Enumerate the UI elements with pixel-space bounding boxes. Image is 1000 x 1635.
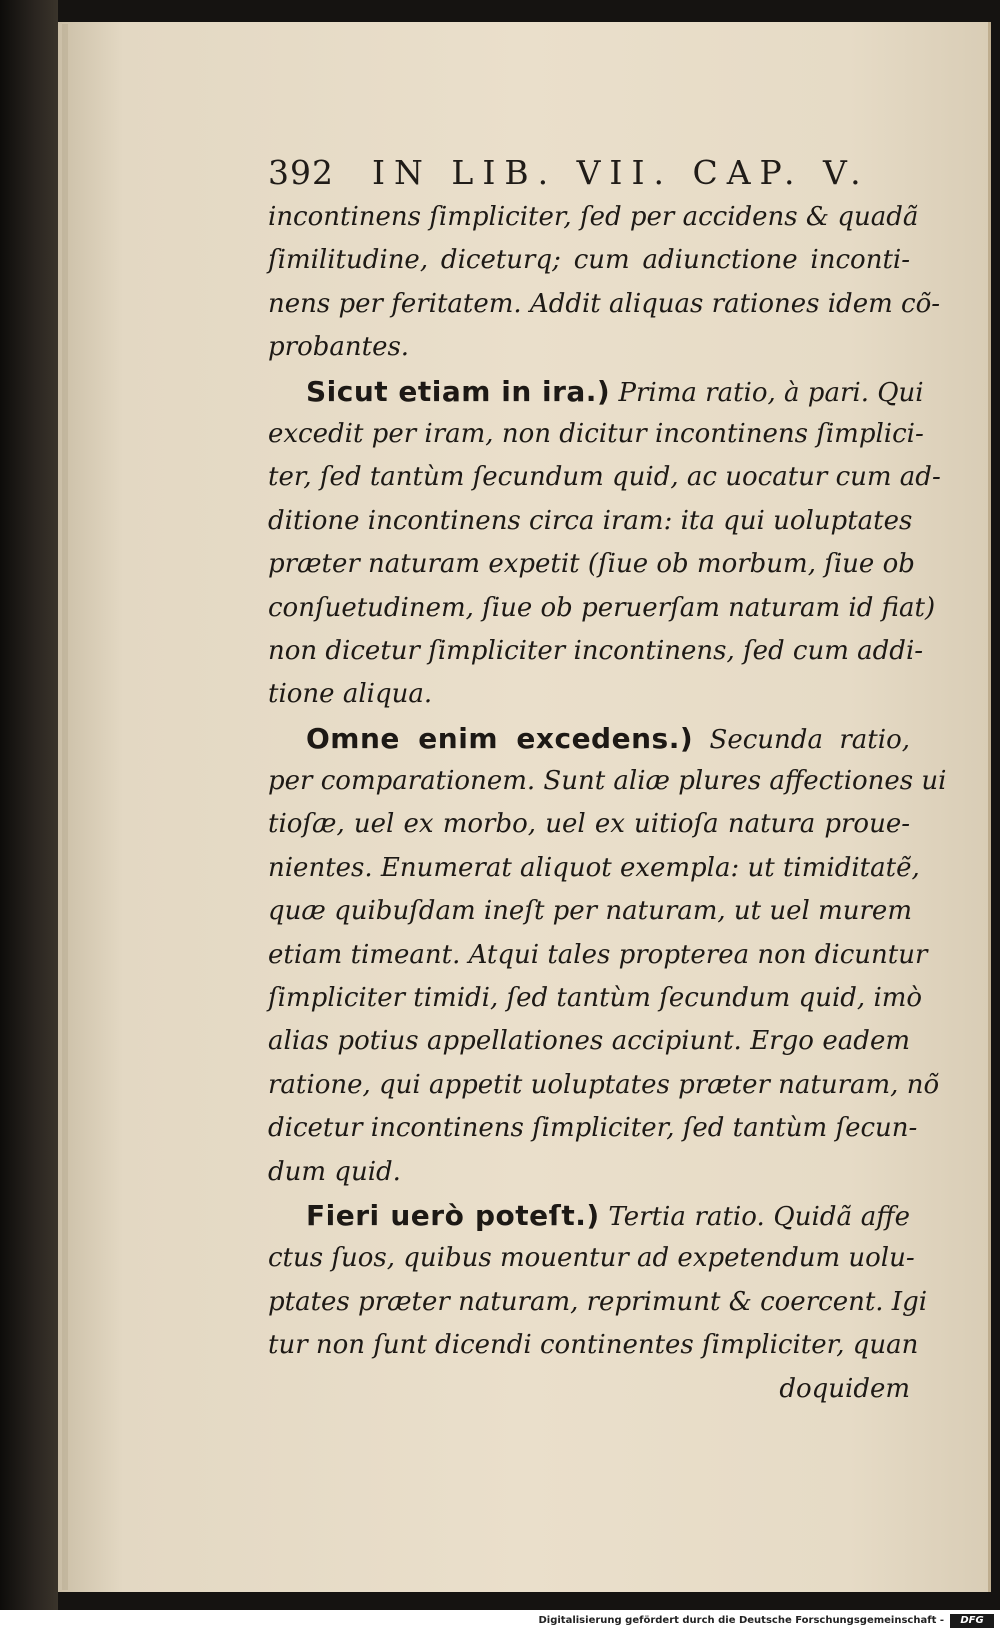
text-line	[268, 456, 941, 499]
line-text: etiam timeant. Atqui tales propterea non dicuntur	[268, 939, 928, 970]
text-line	[268, 370, 924, 413]
line-text: dicetur incontinens ſimpliciter, ſed tantùm ſecun-	[268, 1113, 918, 1144]
page-text-block	[268, 150, 947, 1411]
text-line	[268, 1194, 910, 1237]
text-line	[268, 587, 936, 630]
footer-bar	[0, 1610, 1000, 1635]
text-line	[268, 239, 910, 282]
line-text: excedit per iram, non dicitur incontinens ſimplici-	[268, 418, 924, 449]
lemma-heading: Sicut etiam in ira.)	[306, 374, 611, 408]
line-text: ctus ſuos, quibus mouentur ad expetendum uolu-	[268, 1243, 915, 1274]
text-line	[268, 717, 910, 760]
line-text: Tertia ratio. Quidã affe	[599, 1201, 910, 1232]
text-line	[268, 630, 924, 673]
text-line	[268, 1324, 919, 1367]
text-line	[268, 500, 913, 543]
text-line	[268, 1237, 915, 1280]
text-line	[268, 326, 910, 369]
line-text: conſuetudinem, ſiue ob peruerſam naturam id fiat)	[268, 592, 936, 623]
text-line	[268, 673, 910, 716]
lemma-heading: Fieri uerò poteſt.)	[306, 1198, 600, 1232]
line-text: Secunda ratio,	[693, 724, 910, 755]
book-cover-edge	[0, 0, 58, 1610]
line-text: quæ quibuſdam ineſt per naturam, ut uel murem	[268, 896, 912, 927]
digitization-credit: Digitalisierung gefördert durch die Deutsche Forschungsgemeinschaft -	[538, 1615, 944, 1626]
line-text: alias potius appellationes accipiunt. Ergo eadem	[268, 1026, 910, 1057]
line-text: incontinens ſimpliciter, ſed per accidens & quadã	[268, 202, 919, 232]
text-line	[268, 760, 947, 803]
text-lines	[268, 196, 947, 1411]
lemma-heading: Omne enim excedens.)	[306, 721, 694, 755]
text-line	[268, 543, 915, 586]
line-text: ſimilitudine, diceturq; cum adiunctione inconti-	[268, 245, 910, 276]
line-text: tioſæ, uel ex morbo, uel ex uitioſa natura proue-	[268, 809, 910, 840]
text-line	[268, 1281, 928, 1324]
text-line	[268, 977, 923, 1020]
line-text: ſimpliciter timidi, ſed tantùm ſecundum quid, imò	[268, 983, 923, 1014]
line-text: non dicetur ſimpliciter incontinens, ſed cum addi-	[268, 635, 924, 666]
line-text: nens per feritatem. Addit aliquas rationes idem cõ-	[268, 288, 941, 319]
text-line	[268, 196, 919, 239]
running-header	[268, 150, 910, 196]
line-text: ditione incontinens circa iram: ita qui uoluptates	[268, 505, 913, 536]
text-line	[268, 803, 910, 846]
line-text: doquidem	[779, 1373, 910, 1404]
text-line	[268, 934, 928, 977]
text-line	[268, 847, 920, 890]
text-line	[268, 1368, 910, 1411]
text-line	[268, 890, 910, 933]
line-text: per comparationem. Sunt aliæ plures affectiones ui	[268, 766, 947, 797]
line-text: probantes.	[268, 332, 410, 363]
line-text: ter, ſed tantùm ſecundum quid, ac uocatur cum ad-	[268, 462, 941, 493]
dfg-logo: DFG	[950, 1614, 994, 1628]
text-line	[268, 1020, 910, 1063]
text-line	[268, 1151, 910, 1194]
line-text: dum quid.	[268, 1156, 401, 1187]
text-line	[268, 1107, 918, 1150]
line-text: tur non ſunt dicendi continentes ſimpliciter, quan	[268, 1330, 919, 1361]
line-text: præter naturam expetit (ſiue ob morbum, ſiue ob	[268, 549, 915, 580]
text-line	[268, 1064, 940, 1107]
line-text: Prima ratio, à pari. Qui	[610, 377, 924, 408]
line-text: tione aliqua.	[268, 679, 433, 710]
line-text: nientes. Enumerat aliquot exempla: ut timiditatẽ,	[268, 852, 920, 883]
running-title: IN LIB. VII. CAP. V.	[372, 153, 870, 192]
text-line	[268, 413, 924, 456]
line-text: ptates præter naturam, reprimunt & coercent. Igi	[268, 1286, 928, 1317]
page-shadow	[62, 24, 68, 1590]
text-line	[268, 283, 941, 326]
page-number: 392	[268, 153, 334, 192]
line-text: ratione, qui appetit uoluptates præter naturam, nõ	[268, 1069, 940, 1100]
